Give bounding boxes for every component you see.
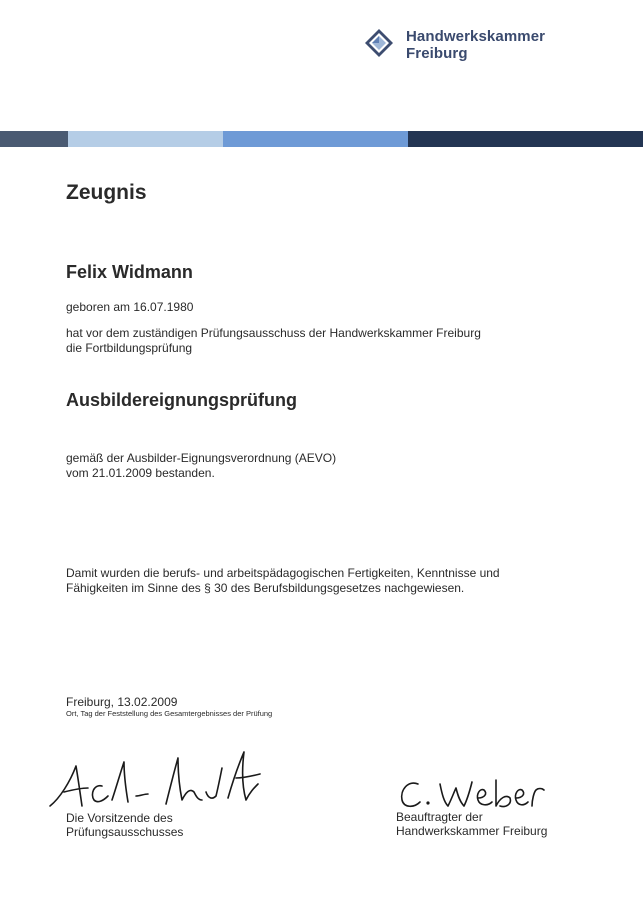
intro-line-1: hat vor dem zuständigen Prüfungsausschuss der Handwerkskammer Freiburg [66,326,481,340]
signature-left [46,748,276,818]
basis-line-1: gemäß der Ausbilder-Eignungsverordnung (AEVO) [66,451,337,465]
logo-mark-icon [364,28,394,58]
signature-right [396,776,546,812]
color-bar-light [68,131,223,147]
signature-right-label-2: Handwerkskammer Freiburg [396,824,548,838]
signature-left-label-1: Die Vorsitzende des [66,811,173,825]
statement-line-1: Damit wurden die berufs- und arbeitspädagogischen Fertigkeiten, Kenntnisse und [66,566,500,580]
recipient-name: Felix Widmann [66,262,193,282]
color-bar-mid [223,131,408,147]
org-name-line1: Handwerkskammer [406,28,546,45]
statement-line-2: Fähigkeiten im Sinne des § 30 des Berufsbildungsgesetzes nachgewiesen. [66,581,465,595]
org-name [406,28,545,62]
signature-left-label-2: Prüfungsausschusses [66,825,184,839]
basis-line-2: vom 21.01.2009 bestanden. [66,466,215,480]
org-name-line2: Freiburg [406,45,468,62]
place-date-caption: Ort, Tag der Feststellung des Gesamtergebnisses der Prüfung [66,709,273,718]
signature-right-label-1: Beauftragter der [396,810,483,824]
document-title: Zeugnis [66,181,147,204]
org-logo [364,28,564,64]
color-bar-navy [408,131,643,147]
place-date: Freiburg, 13.02.2009 [66,695,178,709]
exam-title: Ausbildereignungsprüfung [66,390,297,410]
color-bar-dark [0,131,68,147]
intro-line-2: die Fortbildungsprüfung [66,341,193,355]
birth-date: geboren am 16.07.1980 [66,300,194,314]
